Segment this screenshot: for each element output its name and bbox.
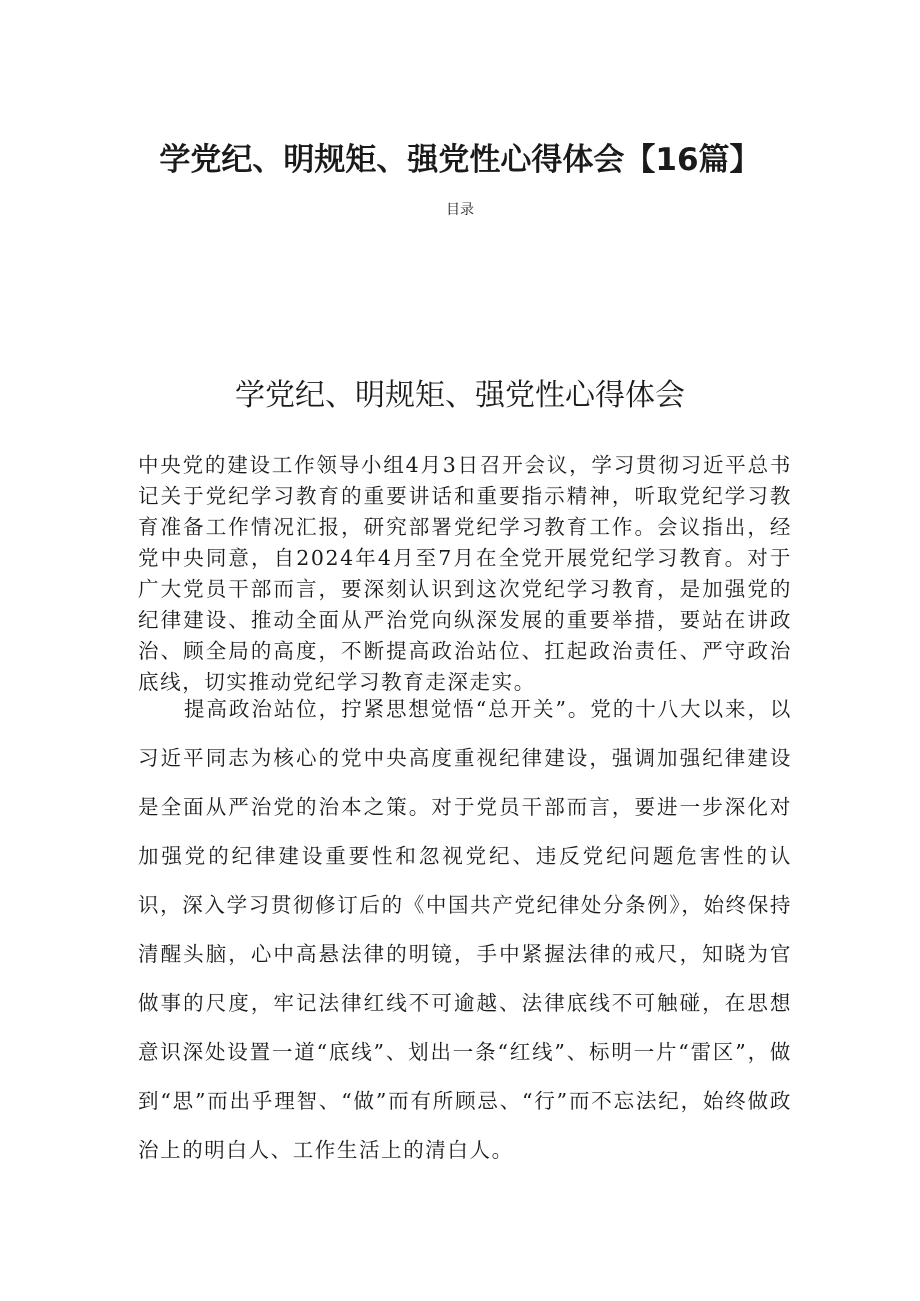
table-of-contents-label: 目录 [446,202,474,218]
section-title: 学党纪、明规矩、强党性心得体会 [235,378,685,413]
body-paragraph-1: 中央党的建设工作领导小组4月3日召开会议，学习贯彻习近平总书记关于党纪学习教育的重要讲话和重要指示精神，听取党纪学习教育准备工作情况汇报，研究部署党纪学习教育工作。会议指出，经党中央同意，自2024年4月至7月在全党开展党纪学习教育。对于广大党员干部而言，要深刻认识到这次党纪学习教育，是加强党的纪律建设、推动全面从严治党向纵深发展的重要举措，要站在讲政治、顾全局的高度，不断提高政治站位、扛起政治责任、严守政治底线，切实推动党纪学习教育走深走实。 [138,453,792,694]
document-title: 学党纪、明规矩、强党性心得体会【16篇】 [159,142,761,178]
body-paragraph-2: 提高政治站位，拧紧思想觉悟“总开关”。党的十八大以来，以习近平同志为核心的党中央高度重视纪律建设，强调加强纪律建设是全面从严治党的治本之策。对于党员干部而言，要进一步深化对加强党的纪律建设重要性和忽视党纪、违反党纪问题危害性的认识，深入学习贯彻修订后的《中国共产党纪律处分条例》，始终保持清醒头脑，心中高悬法律的明镜，手中紧握法律的戒尺，知晓为官做事的尺度，牢记法律红线不可逾越、法律底线不可触碰，在思想意识深处设置一道“底线”、划出一条“红线”、标明一片“雷区”，做到“思”而出乎理智、“做”而有所顾忌、“行”而不忘法纪，始终做政治上的明白人、工作生活上的清白人。 [138,697,792,1162]
